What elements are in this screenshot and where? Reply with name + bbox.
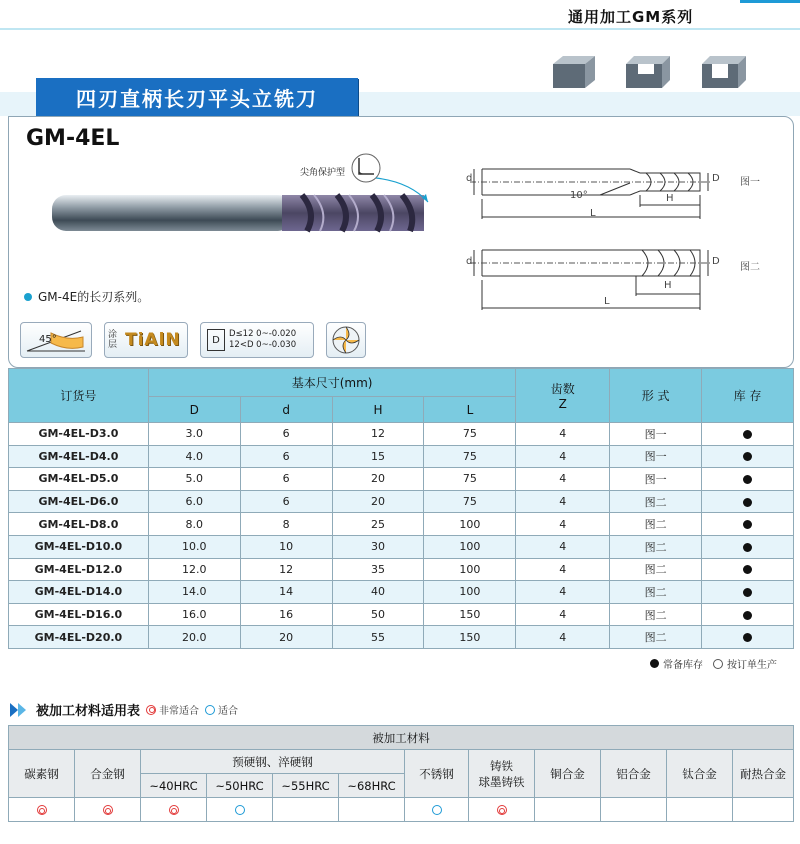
col-titanium: 钛合金: [667, 750, 733, 798]
fig2-label: 图二: [740, 262, 760, 273]
suitable-icon: [432, 805, 442, 815]
table-row: GM-4EL-D14.0 14.0 14 40 100 4 图二: [9, 581, 794, 604]
col-heat: 耐热合金: [733, 750, 794, 798]
materials-table: [8, 725, 794, 822]
stock-legend: [650, 656, 777, 671]
coating-name: TiAlN: [125, 330, 181, 350]
col-hardened: 预硬钢、淬硬钢: [141, 750, 405, 774]
suitability-row: [9, 798, 794, 822]
dim-d-1: d: [466, 173, 473, 184]
legend-order: 按订单生产: [727, 660, 777, 671]
col-cast: 铸铁 球墨铸铁: [469, 750, 535, 798]
col-aluminum: 铝合金: [601, 750, 667, 798]
model-name: GM-4EL: [26, 126, 120, 151]
drawing-fig2: [460, 240, 730, 312]
flute-section-badge: [326, 322, 366, 358]
series-title: 通用加工GM系列: [568, 8, 694, 26]
coating-label: 涂层: [108, 330, 118, 350]
header-D: D: [148, 397, 240, 423]
suitable-icon: [235, 805, 245, 815]
coating-badge: [104, 322, 188, 358]
table-row: GM-4EL-D20.0 20.0 20 55 150 4 图二: [9, 626, 794, 649]
very-suitable-icon: [37, 805, 47, 815]
order-ring-icon: [713, 659, 723, 669]
very-suitable-icon: [146, 705, 156, 715]
header-L: L: [424, 397, 516, 423]
tolerance-line-1: D≤12 0~-0.020: [229, 329, 297, 339]
fig1-label: 图一: [740, 177, 760, 188]
table-row: GM-4EL-D8.0 8.0 8 25 100 4 图二: [9, 513, 794, 536]
header-accent-bar: [740, 0, 800, 3]
dim-L-2: L: [604, 296, 610, 307]
spec-table: [8, 368, 794, 649]
materials-title-row: [10, 700, 238, 719]
dim-d-2: d: [466, 256, 473, 267]
bullet-text: GM-4E的长刃系列。: [38, 290, 150, 304]
main-title: 四刃直柄长刃平头立铣刀: [36, 78, 358, 116]
table-row: GM-4EL-D12.0 12.0 12 35 100 4 图二: [9, 558, 794, 581]
col-carbon: 碳素钢: [9, 750, 75, 798]
suitable-label: 适合: [218, 706, 239, 717]
corner-note: 尖角保护型: [300, 168, 346, 178]
side-milling-icon: [549, 52, 599, 92]
table-row: GM-4EL-D16.0 16.0 16 50 150 4 图二: [9, 603, 794, 626]
tolerance-badge: [200, 322, 314, 358]
helix-badge: [20, 322, 92, 358]
stock-dot-icon: [743, 475, 752, 484]
suitable-icon: [205, 705, 215, 715]
dim-angle: 10°: [570, 190, 588, 201]
col-h40: ~40HRC: [141, 774, 207, 798]
header-form: 形 式: [610, 369, 702, 423]
series-bullet: [24, 288, 149, 305]
stock-dot-icon: [743, 452, 752, 461]
stock-dot-icon: [743, 565, 752, 574]
dim-H-1: H: [666, 193, 674, 204]
col-h68: ~68HRC: [339, 774, 405, 798]
four-flute-icon: [327, 323, 365, 357]
helix-angle: 45°: [39, 334, 57, 345]
col-copper: 铜合金: [535, 750, 601, 798]
step-milling-icon: [624, 52, 674, 92]
stock-dot-icon: [743, 611, 752, 620]
header-stock: 库 存: [702, 369, 794, 423]
col-h50: ~50HRC: [207, 774, 273, 798]
dim-L-1: L: [590, 208, 596, 219]
header-H: H: [332, 397, 424, 423]
col-alloy: 合金钢: [75, 750, 141, 798]
tolerance-D: D: [207, 329, 225, 351]
table-row: GM-4EL-D3.0 3.0 6 12 75 4 图一: [9, 423, 794, 446]
stock-dot-icon: [650, 659, 659, 668]
dim-D-2: D: [712, 256, 720, 267]
stock-dot-icon: [743, 430, 752, 439]
header-divider: [0, 28, 800, 30]
header-d: d: [240, 397, 332, 423]
legend-stock: 常备库存: [663, 660, 703, 671]
header-teeth: 齿数 Z: [516, 369, 610, 423]
dim-H-2: H: [664, 280, 672, 291]
header-code: 订货号: [9, 369, 149, 423]
double-arrow-icon: [10, 703, 30, 717]
col-stainless: 不锈钢: [405, 750, 469, 798]
table-row: GM-4EL-D5.0 5.0 6 20 75 4 图一: [9, 468, 794, 491]
materials-title: 被加工材料适用表: [36, 704, 141, 719]
slot-milling-icon: [700, 52, 750, 92]
stock-dot-icon: [743, 543, 752, 552]
stock-dot-icon: [743, 633, 752, 642]
col-h55: ~55HRC: [273, 774, 339, 798]
table-row: GM-4EL-D10.0 10.0 10 30 100 4 图二: [9, 535, 794, 558]
stock-dot-icon: [743, 588, 752, 597]
bullet-dot-icon: [24, 293, 32, 301]
corner-detail-icon: [350, 152, 436, 208]
stock-dot-icon: [743, 498, 752, 507]
table-row: GM-4EL-D4.0 4.0 6 15 75 4 图一: [9, 445, 794, 468]
tolerance-line-2: 12<D 0~-0.030: [229, 340, 297, 350]
materials-group-header: 被加工材料: [9, 726, 794, 750]
dim-D-1: D: [712, 173, 720, 184]
stock-dot-icon: [743, 520, 752, 529]
very-suitable-icon: [169, 805, 179, 815]
very-suitable-label: 非常适合: [159, 706, 200, 717]
very-suitable-icon: [103, 805, 113, 815]
very-suitable-icon: [497, 805, 507, 815]
table-row: GM-4EL-D6.0 6.0 6 20 75 4 图二: [9, 490, 794, 513]
header-basic-size: 基本尺寸(mm): [148, 369, 516, 397]
